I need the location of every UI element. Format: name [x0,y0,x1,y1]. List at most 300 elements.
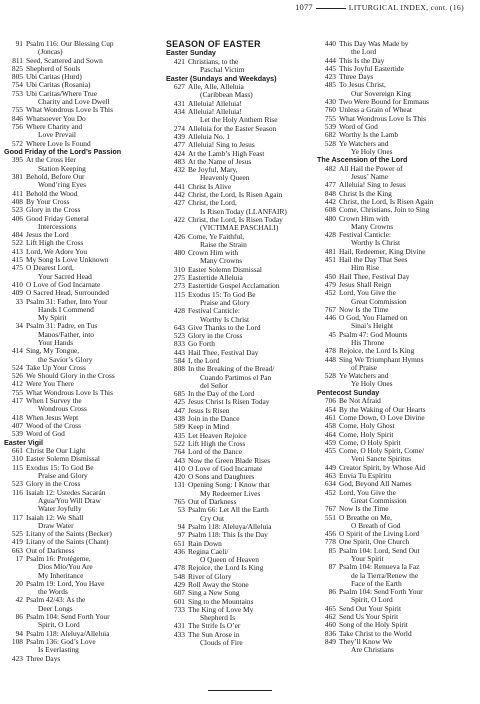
hymn-title: Many Crowns [200,256,243,266]
hymn-number: 461 [324,412,336,422]
hymn-title: Psalm 16: Protégeme, [26,554,91,563]
hymn-number: 478 [173,563,185,573]
hymn-title: Jesus’ Name [351,172,389,182]
hymn-title: Love Prevail [38,130,76,140]
hymn-number: 477 [324,180,336,190]
hymn-title: Exodus 15: To God Be [26,462,94,472]
hymn-title: Where Charity and [26,121,83,131]
hymn-title: Festival Canticle: [339,230,391,240]
hymn-title: Psalm 104: Lord, Send Out [339,545,420,555]
hymn-title: Jesus Is Risen [188,405,230,415]
hymn-number: 523 [11,205,23,215]
hymn-title: Wondrous Cross [38,404,87,414]
hymn-title: Face of the Earth [351,578,402,588]
hymn-number: 428 [324,230,336,240]
hymn-title: Veni Sancte Spiritus [351,454,411,464]
hymn-number: 438 [173,414,185,424]
hymn-number: 833 [173,339,185,349]
hymn-title: Station Keeping [38,163,86,173]
hymn-number: 805 [11,72,23,82]
hymn-title: Many Crowns [351,221,394,231]
hymn-number: 412 [11,379,23,389]
index-entry [166,415,306,423]
hymn-number: 17 [15,554,23,563]
hymn-number: 462 [324,612,336,622]
hymn-number: 443 [173,455,185,465]
hymn-number: 836 [324,628,336,638]
hymn-title: What Wondrous Love Is This [339,113,426,123]
hymn-number: 442 [173,190,185,200]
hymn-title: O Dearest Lord, [26,263,74,273]
hymn-number: 422 [173,214,185,224]
hymn-title: Be Joyful, Mary, [188,165,238,175]
hymn-number: 452 [324,288,336,298]
hymn-title: Sing We Triumphant Hymns [339,354,424,364]
hymn-number: 478 [324,346,336,356]
hymn-number: 445 [324,63,336,73]
hymn-title: Ye Watchers and [339,138,389,148]
hymn-title: Alleluia No. 1 [188,131,231,141]
hymn-title: Psalm 47: God Mounts [339,329,408,339]
hymn-title: Hail, Redeemer, King Divine [339,246,426,256]
hymn-title: Sing to the Mountains [188,596,254,606]
hymn-title: Christ Be Our Light [26,446,86,456]
hymn-number: 423 [324,72,336,82]
hymn-number: 427 [173,198,185,208]
hymn-title: Easter Solemn Dismissal [188,264,262,274]
hymn-number: 706 [324,396,336,406]
hymn-number: 634 [324,479,336,489]
hymn-title: Jesus Christ Is Risen Today [188,397,270,407]
hymn-title: (VICTIMAE PASCHALI) [200,223,279,233]
index-entry [4,514,158,522]
hymn-title: Lord of the Dance [188,447,242,457]
hymn-number: 430 [324,97,336,107]
index-entry [317,165,475,173]
hymn-number: 85 [328,545,336,555]
header-dash [316,8,346,9]
hymn-number: 459 [324,437,336,447]
hymn-number: 778 [324,537,336,547]
hymn-number: 451 [324,255,336,265]
hymn-number: 417 [11,396,23,406]
hymn-number: 480 [173,248,185,258]
hymn-title: Now the Green Blade Rises [188,455,271,465]
hymn-number: 273 [173,281,185,291]
hymn-title: Ye Watchers and [339,371,389,381]
hymn-title: Praise and Glory [200,297,250,307]
hymn-title: Out of Darkness [188,497,237,507]
hymn-number: 431 [173,621,185,631]
hymn-title: Wood of the Cross [26,420,82,430]
hymn-number: 443 [173,347,185,357]
hymn-title: Draw Water [38,520,74,530]
hymn-number: 449 [324,462,336,472]
hymn-number: 651 [173,538,185,548]
hymn-title: Lord, You Give the [339,288,396,298]
hymn-title: Spirit, O Lord [38,620,80,630]
hymn-number: 765 [173,497,185,507]
hymn-number: 411 [12,188,23,198]
season-heading: SEASON OF EASTER [166,39,261,49]
hymn-number: 456 [324,529,336,539]
hymn-title: Him Rise [351,263,380,273]
hymn-number: 426 [173,231,185,241]
hymn-title: Hail Thee, Festival Day [188,347,259,357]
hymn-title: Clouds of Fire [200,638,243,648]
hymn-title: Christ, the Lord, Is Risen Again [188,190,283,200]
hymn-title: Christ, the Lord, Is Risen Today [188,214,283,224]
hymn-title: God, Beyond All Names [339,479,412,489]
index-entry-continuation [4,331,158,339]
hymn-title: In the Day of the Lord [188,389,255,399]
index-entry-continuation [317,646,475,654]
hymn-number: 87 [328,562,336,572]
hymn-number: 424 [173,148,185,158]
hymn-title: Spirit, O Lord [351,595,393,605]
hymn-title: What Wondrous Love Is This [26,387,113,397]
hymn-title: Now Is the Time [339,304,389,314]
hymn-title: Worthy Is Christ [200,314,250,324]
hymn-title: What Wondrous Love Is This [26,105,113,115]
hymn-title: Whatsoever You Do [26,113,86,123]
hymn-number: 755 [11,387,23,397]
hymn-number: 601 [173,596,185,606]
hymn-title: O Queen of Heaven [200,555,259,565]
hymn-title: Is Risen Today (LLANFAIR) [200,206,287,216]
index-entry [4,40,158,48]
index-column-2 [166,40,306,647]
hymn-number: 589 [173,422,185,432]
hymn-number: 20 [15,578,23,588]
hymn-title: The King of Love My [188,604,254,614]
hymn-number: 423 [11,653,23,663]
hymn-title: de la Tierra/Renew the [351,570,419,580]
hymn-title: Behold the Wood [26,188,78,198]
hymn-number: 524 [11,362,23,372]
hymn-number: 523 [11,479,23,489]
hymn-number: 522 [11,238,23,248]
hymn-title: Christ, the Lord, [188,198,237,208]
hymn-title: Send Out Your Spirit [339,603,402,613]
index-entry [317,40,475,48]
hymn-title: O God, You Flamed on [339,313,408,323]
index-entry-continuation [166,639,306,647]
hymn-title: Song of the Holy Spirit [339,620,408,630]
hymn-title: One Spirit, One Church [339,537,410,547]
hymn-number: 115 [174,289,185,299]
hymn-title: Paschal Victim [200,65,245,75]
index-entry [4,596,158,604]
hymn-number: 551 [324,512,336,522]
hymn-title: Three Days [339,72,374,82]
hymn-number: 539 [324,121,336,131]
hymn-number: 410 [11,279,23,289]
index-entry-continuation [4,306,158,314]
hymn-title: Ubi Caritas/Where True [26,88,98,98]
hymn-title: The Sun Arose in [188,629,240,639]
hymn-title: Alleluia for the Easter Season [188,123,277,133]
section-heading: Easter Vigil [4,437,44,447]
hymn-number: 663 [11,545,23,555]
hymn-title: O Breath of God [351,520,401,530]
hymn-title: Easter Solemn Dismissal [26,454,100,464]
hymn-number: 522 [173,438,185,448]
page-title: LITURGICAL INDEX, cont. (16) [348,3,464,12]
hymn-number: 115 [12,462,23,472]
index-entry [317,372,475,380]
hymn-number: 849 [324,636,336,646]
hymn-title: del Señor [200,380,229,390]
hymn-title: Hail the Day That Sees [339,255,408,265]
index-entry [317,638,475,646]
index-entry [4,215,158,223]
hymn-title: (Joncas) [38,47,63,57]
hymn-title: of Praise [351,362,378,372]
hymn-title: Seed, Scattered and Sown [26,55,103,65]
hymn-number: 415 [11,255,23,265]
hymn-title: Psalm 118: Aleluya/Alleluia [188,521,272,531]
hymn-title: To Jesus Christ, [339,80,386,90]
hymn-number: 441 [173,181,185,191]
hymn-title: Your Spirit [351,554,384,563]
hymn-number: 117 [12,512,23,522]
hymn-title: At the Cross Her [26,155,76,165]
hymn-title: Glory in the Cross [26,479,81,489]
index-entry [317,256,475,264]
hymn-title: Alleluia! Sing to Jesus [339,180,406,190]
hymn-number: 608 [324,205,336,215]
hymn-title: Wond’ring Eyes [38,180,87,190]
hymn-number: 421 [173,57,185,66]
hymn-title: Out of Darkness [26,545,75,555]
hymn-title: the Words [38,587,68,597]
hymn-number: 528 [324,371,336,381]
hymn-title: Worthy Is the Lamb [339,130,399,140]
hymn-number: 760 [324,105,336,115]
hymn-title: O Breathe on Me, [339,512,392,522]
hymn-number: 395 [11,155,23,165]
hymn-number: 481 [324,246,336,256]
hymn-number: 525 [11,529,23,539]
hymn-title: Festival Canticle: [188,306,240,316]
hymn-title: Envía Tu Espíritu [339,471,392,481]
hymn-number: 455 [324,446,336,456]
page-header [0,2,464,13]
hymn-title: Let Heaven Rejoice [188,430,247,440]
hymn-title: Cry Out [200,513,225,523]
hymn-number: 381 [11,172,23,182]
hymn-number: 425 [173,397,185,407]
section-heading: Easter Sunday [166,48,216,58]
hymn-title: O Sacred Head, Surrounded [26,288,109,298]
hymn-title: Lord, We Adore You [26,246,88,256]
hymn-number: 808 [173,364,185,374]
hymn-number: 274 [173,123,185,133]
hymn-title: Let the Holy Anthem Rise [200,115,278,125]
hymn-title: Glory in the Cross [26,205,81,215]
hymn-number: 94 [15,628,23,638]
hymn-number: 572 [11,138,23,148]
hymn-title: Good Friday General [26,213,89,223]
section-heading: Pentecost Sunday [317,387,380,397]
hymn-title: This Is the Day [339,55,385,65]
hymn-number: 755 [11,105,23,115]
index-entry [317,547,475,555]
hymn-title: Rejoice, the Lord Is King [339,346,415,356]
index-entry [4,580,158,588]
hymn-number: 131 [173,480,185,490]
hymn-title: We Should Glory in the Cross [26,371,115,381]
hymn-number: 756 [11,121,23,131]
hymn-number: 42 [15,595,23,605]
hymn-title: Alle, Alle, Alleluia [188,82,244,92]
hymn-title: Water Joyfully [38,504,82,514]
index-entry [317,140,475,148]
hymn-number: 275 [173,273,185,283]
hymn-number: 86 [328,587,336,597]
hymn-title: Word of God [26,429,65,439]
hymn-number: 97 [177,530,185,540]
hymn-number: 439 [173,131,185,141]
hymn-title: O Sons and Daughters [188,472,255,482]
hymn-title: By Your Cross [26,196,70,206]
index-entry [166,349,306,357]
index-entry [4,655,158,663]
hymn-title: Ubi Caritas (Hurd) [26,72,82,82]
hymn-title: Charity and Love Dwell [38,97,110,107]
hymn-number: 767 [324,304,336,314]
footer-rule [208,690,272,691]
hymn-title: Come, Holy Spirit [339,429,394,439]
hymn-title: This Joyful Eastertide [339,63,404,73]
hymn-title: Christians, to the [188,57,239,66]
hymn-title: Two Were Bound for Emmaus [339,97,429,107]
hymn-title: They’ll Know We [339,636,393,646]
hymn-number: 685 [173,389,185,399]
hymn-number: 414 [11,346,23,356]
hymn-title: Your Hands [38,337,74,347]
hymn-number: 755 [324,113,336,123]
hymn-title: Manos/Father, into [38,329,94,339]
hymn-title: Keep in Mind [188,422,230,432]
hymn-title: Christ, the Lord, Is Risen Again [339,196,434,206]
hymn-title: Crown Him with [188,248,239,258]
hymn-number: 33 [15,296,23,306]
hymn-number: 528 [324,138,336,148]
index-entry [317,215,475,223]
hymn-number: 483 [173,156,185,166]
hymn-number: 682 [324,130,336,140]
index-entry [4,430,158,438]
hymn-title: Go Forth [188,339,215,349]
hymn-number: 408 [11,196,23,206]
hymn-number: 413 [11,246,23,256]
hymn-number: 433 [173,629,185,639]
index-entry [317,314,475,322]
hymn-title: Your Sacred Head [38,271,92,281]
index-entry [4,140,158,148]
hymn-title: Great Commission [351,495,407,505]
hymn-number: 485 [324,80,336,90]
hymn-number: 764 [173,447,185,457]
hymn-number: 407 [11,420,23,430]
hymn-title: Sing a New Song [188,588,240,598]
section-heading: Easter (Sundays and Weekdays) [166,73,277,83]
index-entry [4,613,158,621]
hymn-number: 442 [324,196,336,206]
hymn-number: 34 [15,321,23,331]
index-entry-continuation [317,380,475,388]
page-number: 1077 [295,2,313,12]
hymn-title: Psalm 104: Send Forth Your [339,587,423,597]
hymn-title: Eastertide Alleluia [188,273,243,283]
hymn-title: The Strife Is O’er [188,621,241,631]
hymn-title: Word of God [339,121,378,131]
hymn-number: 444 [324,55,336,65]
hymn-number: 418 [11,412,23,422]
hymn-number: 435 [173,430,185,440]
hymn-title: Jesus the Lord [26,230,69,240]
hymn-title: His Throne [351,337,385,347]
hymn-number: 45 [328,329,336,339]
hymn-title: Psalm 31: Padre, en Tus [26,321,98,331]
hymn-number: 767 [324,504,336,514]
hymn-title: My Spirit [38,313,67,323]
hymn-number: 643 [173,322,185,332]
hymn-title: Come, Ye Faithful, [188,231,245,241]
hymn-title: Ye Holy Ones [351,146,393,156]
hymn-title: Praise and Glory [38,471,88,481]
hymn-title: Take Up Your Cross [26,362,86,372]
hymn-title: Be Not Afraid [339,396,381,406]
hymn-number: 733 [173,604,185,614]
hymn-title: Deer Longs [38,603,73,613]
hymn-title: Were You There [26,379,74,389]
hymn-number: 754 [11,80,23,90]
hymn-number: 484 [11,230,23,240]
section-heading: Good Friday of the Lord’s Passion [4,146,122,156]
hymn-number: 475 [11,263,23,273]
hymn-title: Glory in the Cross [188,331,243,341]
hymn-number: 447 [173,405,185,415]
hymn-number: 479 [324,279,336,289]
hymn-title: This Day Was Made by [339,39,409,48]
hymn-number: 450 [324,271,336,281]
hymn-title: Psalm 136: God’s Love [26,636,96,646]
hymn-title: Psalm 31: Father, Into Your [26,296,108,306]
hymn-title: Litany of the Saints (Becker) [26,529,112,539]
hymn-title: Psalm 104: Renueva la Faz [339,562,420,572]
hymn-number: 410 [173,463,185,473]
hymn-title: Isaiah 12: Ustedes Sacarán [26,487,106,497]
hymn-title: O Love of God Incarnate [188,463,263,473]
hymn-title: Raise the Strain [200,239,247,249]
hymn-title: My Inheritance [38,570,84,580]
hymn-title: Crown Him with [339,213,390,223]
hymn-number: 454 [324,404,336,414]
hymn-number: 526 [11,371,23,381]
hymn-title: By the Waking of Our Hearts [339,404,426,414]
hymn-title: Is Everlasting [38,645,79,655]
hymn-number: 452 [324,487,336,497]
hymn-title: Three Days [26,653,61,663]
hymn-title: Lift High the Cross [188,438,246,448]
hymn-number: 436 [173,546,185,556]
hymn-title: O Love of God Incarnate [26,279,101,289]
hymn-number: 432 [173,165,185,175]
hymn-title: Unless a Grain of Wheat [339,105,412,115]
